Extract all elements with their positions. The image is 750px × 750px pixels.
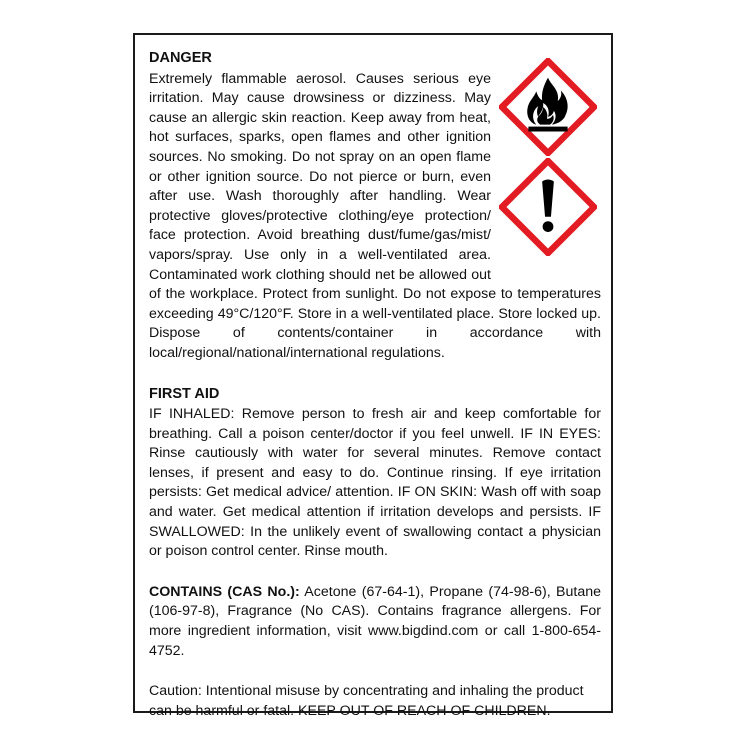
- contains-paragraph: [149, 583, 601, 661]
- caution-text: Caution: Intentional misuse by concentrating and inhaling the product can be harmful or fatal. KEEP OUT OF REACH OF CHILDREN.: [149, 683, 584, 719]
- ghs-pictograms: [495, 70, 607, 266]
- contains-label: CONTAINS (CAS No.):: [149, 583, 300, 600]
- contains-text: Acetone (67-64-1), Propane (74-98-6), Butane (106-97-8), Fragrance (No CAS). Contains fragrance allergens. For more ingredient information, visit www.bigdind.com or call 1-800-654-4752.: [149, 583, 601, 659]
- section-spacer: [149, 364, 601, 385]
- first-aid-text: IF INHALED: Remove person to fresh air and keep comfortable for breathing. Call a poison center/doctor if you feel unwell. IF IN EYES: Rinse cautiously with water for several minutes. Remove contact lenses, if present and easy to do. Continue rinsing. If eye irritation persists: Get medical advice/ attention. IF ON SKIN: Wash off with soap and water. Get medical attention if irritation develops and persists. IF SWALLOWED: In the unlikely event of swallowing contact a physician or poison control center. Rinse mouth.: [149, 406, 601, 560]
- danger-text: Extremely flammable aerosol. Causes serious eye irritation. May cause drowsiness or dizziness. May cause an allergic skin reaction. Keep away from heat, hot surfaces, sparks, open flames and other ignition sources. No smoking. Do not spray on an open flame or other ignition source. Do not pierce or burn, even after use. Wash thoroughly after handling. Wear protective gloves/protective clothing/eye protection/ face protection. Avoid breathing dust/fume/gas/mist/ vapors/spray. Use only in a well-ventilated area. Contaminated work clothing should net be allowed out of the workplace. Protect from sunlight. Do not expose to temperatures exceeding 49°C/120°F. Store in a well-ventilated place. Store locked up. Dispose of contents/container in accordance with local/regional/national/international regulations.: [149, 70, 601, 361]
- section-spacer: [149, 562, 601, 583]
- caution-section: [149, 682, 601, 721]
- safety-label: [133, 33, 613, 719]
- danger-heading: DANGER: [149, 50, 212, 66]
- first-aid-heading: FIRST AID: [149, 385, 220, 402]
- label-content: [149, 49, 601, 721]
- section-spacer: [149, 661, 601, 682]
- danger-section: [149, 49, 601, 364]
- first-aid-section: [149, 385, 601, 562]
- exclamation-mark-icon: [499, 158, 597, 256]
- flame-icon: [499, 58, 597, 156]
- contains-section: [149, 583, 601, 661]
